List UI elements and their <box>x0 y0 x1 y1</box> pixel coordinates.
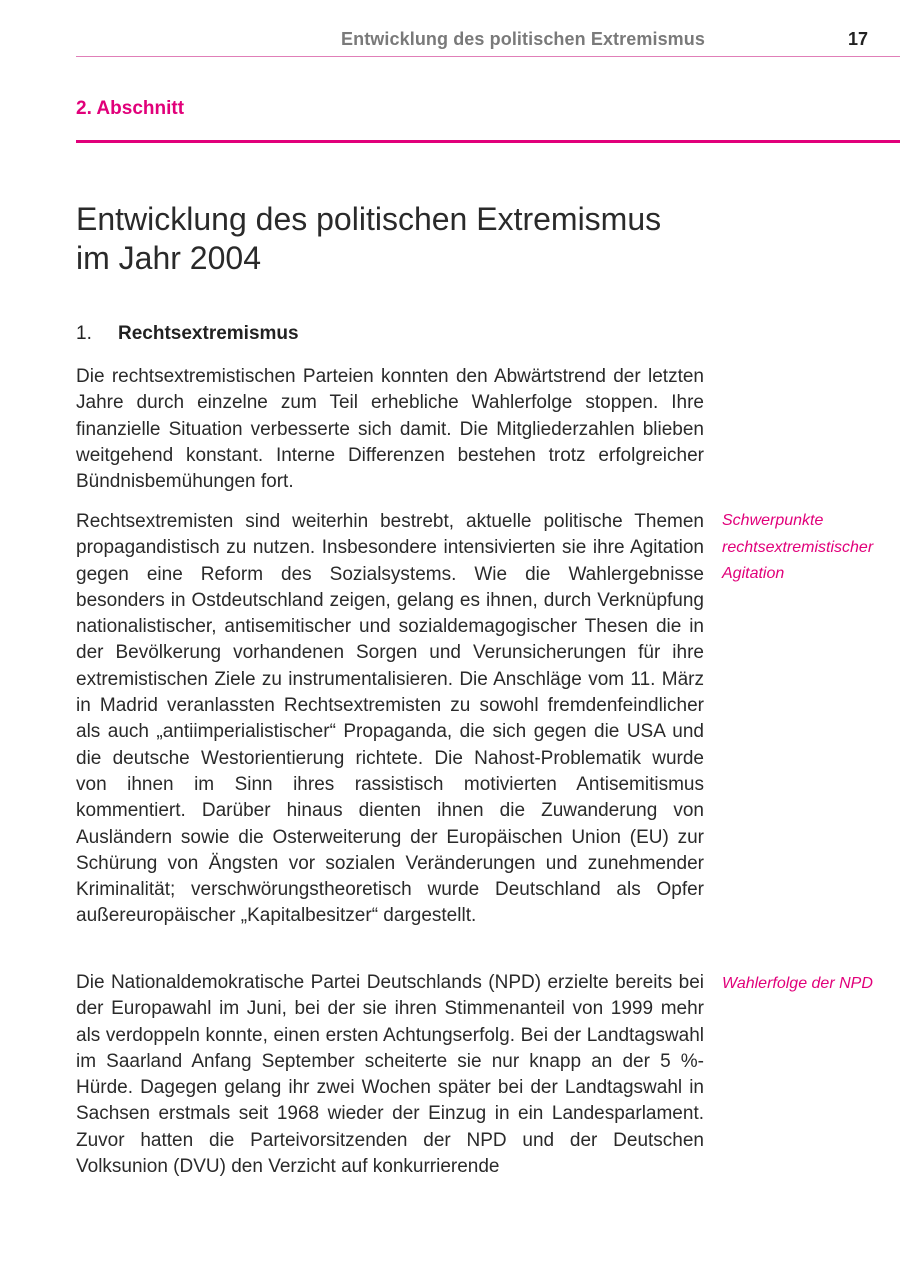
body-paragraph: Rechtsextremisten sind weiterhin bestrebt, aktuelle politische Themen propagandistisch zu nutzen. Insbesondere intensivierten sie ihre Agitation gegen eine Reform des Sozialsystems. Wie die Wahlergebnisse besonders in Ostdeutschland zeigen, gelang es ihnen, durch Verknüpfung nationalistischer, antisemitischer und sozialdemagogischer Thesen die in der Bevölkerung vorhandenen Sorgen und Verunsicherungen für ihre extremistischen Ziele zu instrumentalisieren. Die Anschläge vom 11. März in Madrid veranlassten Rechtsextremisten zu sowohl fremdenfeindlicher als auch „antiimperialistischer“ Propaganda, die sich gegen die USA und die deutsche Westorientierung richtete. Die Nahost-Problematik wurde von ihnen im Sinn ihres rassistisch motivierten Antisemitismus kommentiert. Darüber hinaus dienten ihnen die Zuwanderung von Ausländern sowie die Osterweiterung der Europäischen Union (EU) zur Schürung von Ängsten vor sozialen Veränderungen und zunehmender Kriminalität; verschwörungstheoretisch wurde Deutschland als Opfer außereuropäischer „Kapitalbesitzer“ dargestellt. <box>76 511 704 927</box>
subsection-title: Rechtsextremismus <box>118 323 299 344</box>
page-number: 17 <box>848 29 869 49</box>
margin-note: Schwerpunkte rechtsextremistischer Agitation <box>722 512 874 582</box>
chapter-title-line-1: Entwicklung des politischen Extremismus <box>76 201 662 237</box>
subsection-number: 1. <box>76 323 92 344</box>
chapter-title-line-2: im Jahr 2004 <box>76 240 261 276</box>
section-label: 2. Abschnitt <box>76 98 185 119</box>
body-paragraph: Die Nationaldemokratische Partei Deutschlands (NPD) erzielte bereits bei der Europawahl im Juni, bei der sie ihren Stimmenanteil von 1999 mehr als verdoppeln konnte, einen ersten Achtungserfolg. Bei der Landtagswahl im Saarland Anfang September scheiterte sie nur knapp an der 5 %-Hürde. Dagegen gelang ihr zwei Wochen später bei der Landtagswahl in Sachsen erstmals seit 1968 wieder der Einzug in ein Landesparlament. Zuvor hatten die Parteivorsitzenden der NPD und der Deutschen Volksunion (DVU) den Verzicht auf konkurrierende <box>76 972 704 1178</box>
chapter-title <box>76 200 716 278</box>
body-paragraph: Die rechtsextremistischen Parteien konnten den Abwärtstrend der letzten Jahre durch einzelne zum Teil erhebliche Wahlerfolge stoppen. Ihre finanzielle Situation verbesserte sich damit. Die Mitgliederzahlen blieben weitgehend konstant. Interne Differenzen bestehen trotz erfolgreicher Bündnisbemühungen fort. <box>76 366 704 493</box>
section-divider <box>76 140 900 143</box>
margin-note: Wahlerfolge der NPD <box>722 975 873 992</box>
running-header-title: Entwicklung des politischen Extremismus <box>341 29 705 49</box>
header-divider <box>76 56 900 57</box>
subsection-heading <box>76 323 299 345</box>
